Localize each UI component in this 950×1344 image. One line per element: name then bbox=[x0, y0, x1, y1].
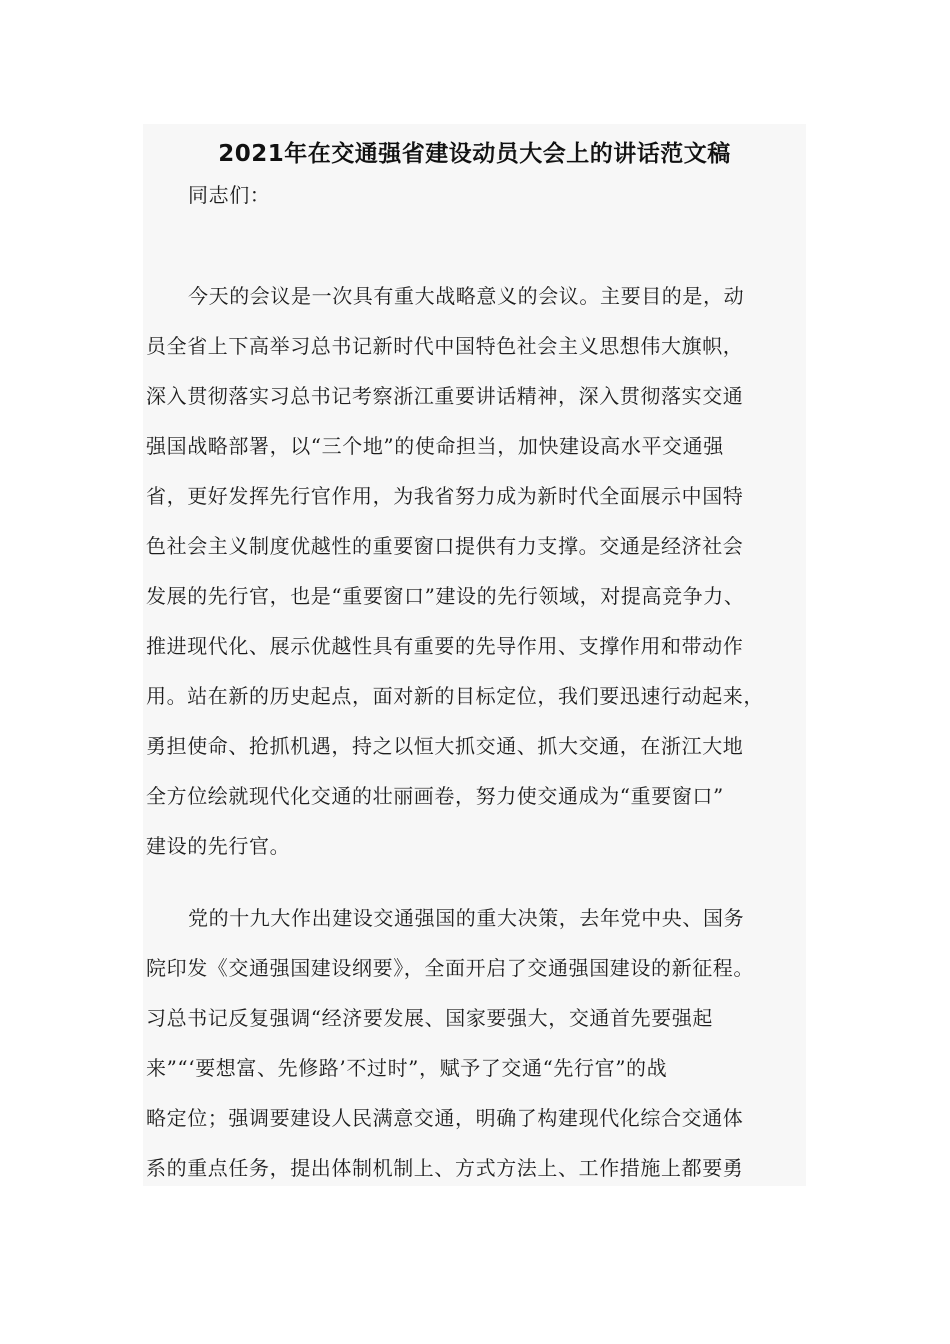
paragraph-1-line: 建设的先行官。 bbox=[146, 834, 291, 858]
paragraph-1-line: 强国战略部署，以“三个地”的使命担当，加快建设高水平交通强 bbox=[146, 434, 724, 458]
paragraph-2-line: 院印发《交通强国建设纲要》，全面开启了交通强国建设的新征程。 bbox=[146, 956, 754, 980]
paragraph-1-line: 深入贯彻落实习总书记考察浙江重要讲话精神，深入贯彻落实交通 bbox=[146, 384, 744, 408]
paragraph-1-line: 全方位绘就现代化交通的壮丽画卷，努力使交通成为“重要窗口” bbox=[146, 784, 724, 808]
paragraph-1-line: 勇担使命、抢抓机遇，持之以恒大抓交通、抓大交通，在浙江大地 bbox=[146, 734, 744, 758]
paragraph-2-line: 来”“‘要想富、先修路’不过时”，赋予了交通“先行官”的战 bbox=[146, 1056, 668, 1080]
salutation: 同志们： bbox=[188, 183, 271, 207]
document-title: 2021年在交通强省建设动员大会上的讲话范文稿 bbox=[218, 141, 731, 167]
paragraph-2-line: 习总书记反复强调“经济要发展、国家要强大，交通首先要强起 bbox=[146, 1006, 714, 1030]
paragraph-2-line: 党的十九大作出建设交通强国的重大决策，去年党中央、国务 bbox=[188, 906, 745, 930]
paragraph-1-line: 省，更好发挥先行官作用，为我省努力成为新时代全面展示中国特 bbox=[146, 484, 744, 508]
paragraph-1-line: 色社会主义制度优越性的重要窗口提供有力支撑。交通是经济社会 bbox=[146, 534, 744, 558]
paragraph-1-line: 员全省上下高举习总书记新时代中国特色社会主义思想伟大旗帜， bbox=[146, 334, 744, 358]
paragraph-1-line: 今天的会议是一次具有重大战略意义的会议。主要目的是，动 bbox=[188, 284, 745, 308]
paragraph-1-line: 用。站在新的历史起点，面对新的目标定位，我们要迅速行动起来， bbox=[146, 684, 764, 708]
paragraph-2-line: 系的重点任务，提出体制机制上、方式方法上、工作措施上都要勇 bbox=[146, 1156, 744, 1180]
paragraph-2-line: 略定位；强调要建设人民满意交通，明确了构建现代化综合交通体 bbox=[146, 1106, 744, 1130]
paragraph-1-line: 发展的先行官，也是“重要窗口”建设的先行领域，对提高竞争力、 bbox=[146, 584, 745, 608]
paragraph-1-line: 推进现代化、展示优越性具有重要的先导作用、支撑作用和带动作 bbox=[146, 634, 744, 658]
